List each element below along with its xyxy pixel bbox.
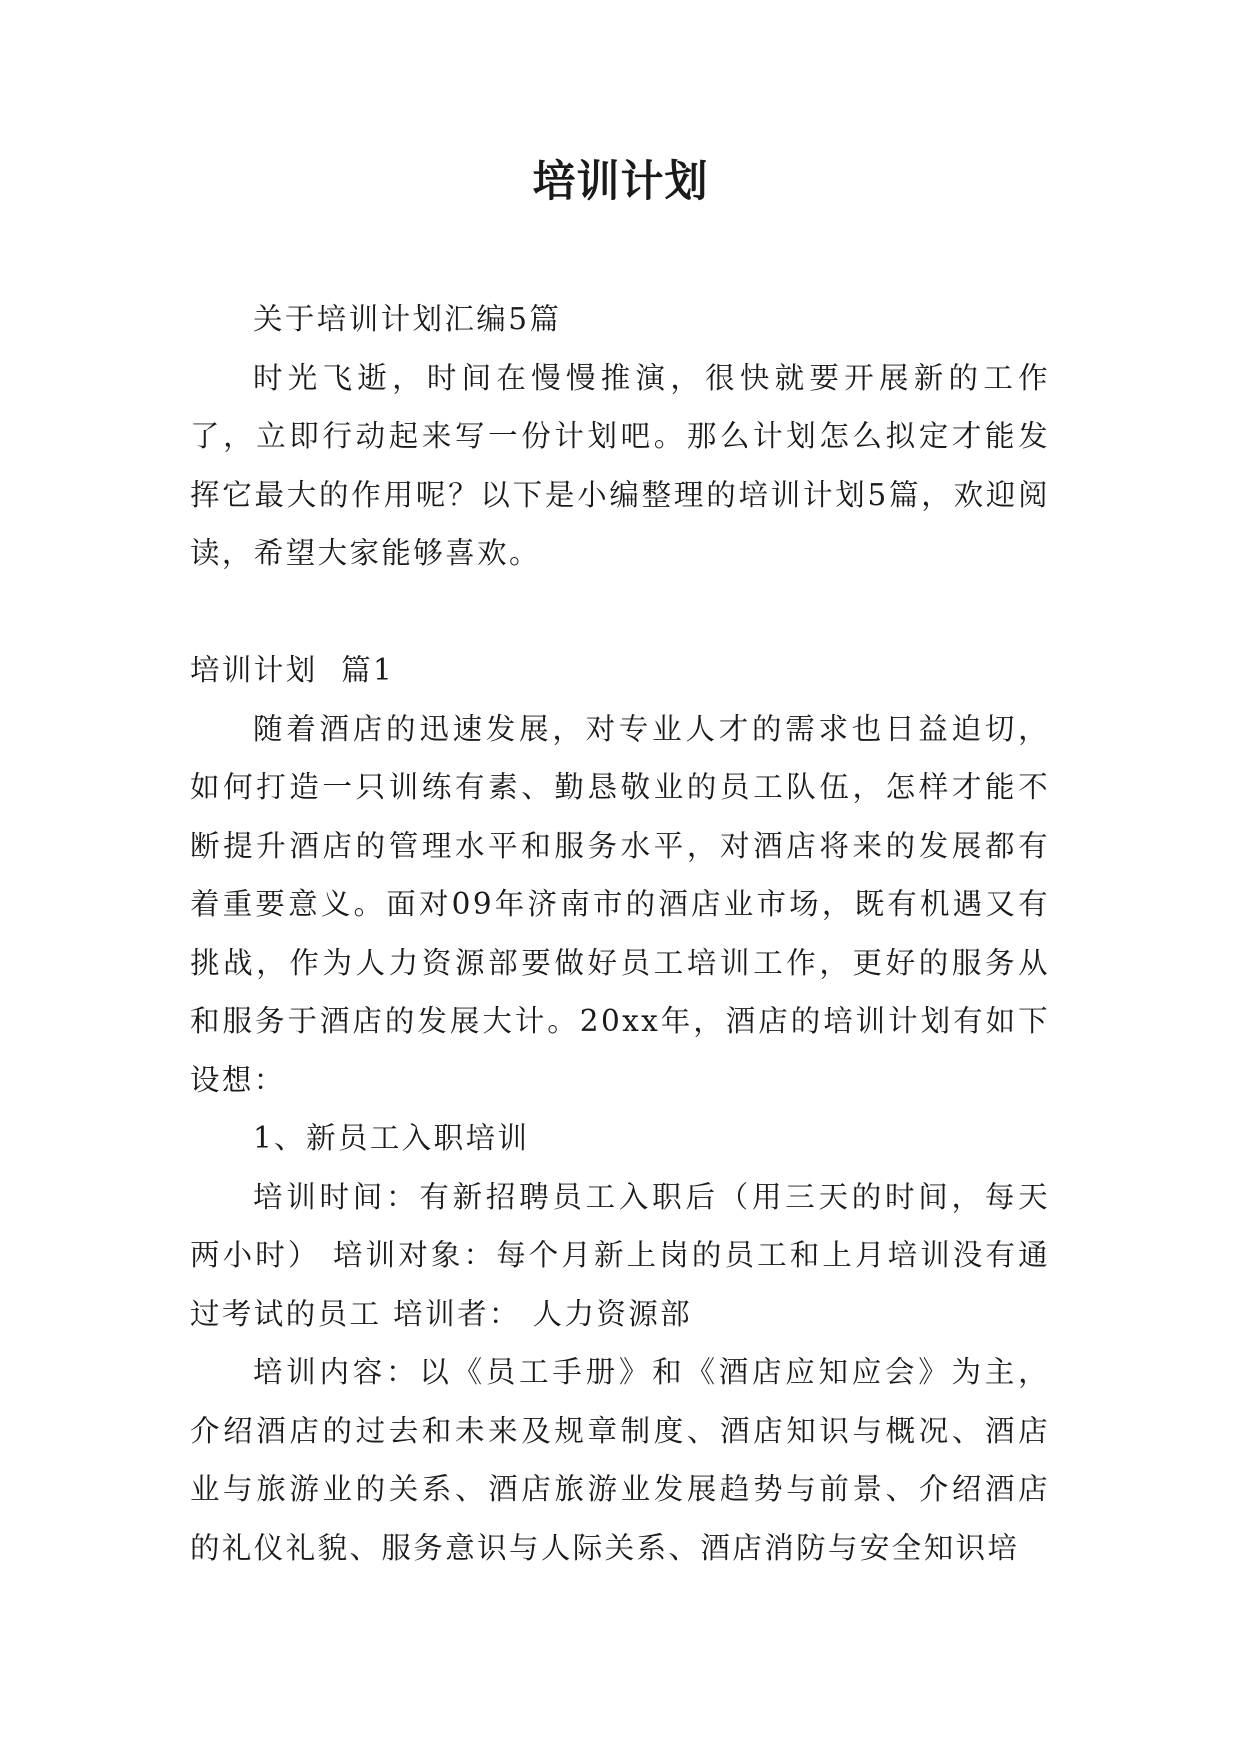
item-training-content: 培训内容：以《员工手册》和《酒店应知应会》为主，介绍酒店的过去和未来及规章制度、酒店知识与概况、酒店业与旅游业的关系、酒店旅游业发展趋势与前景、介绍酒店的礼仪礼貌、服务意识与人际关系、酒店消防与安全知识培 bbox=[190, 1355, 1050, 1565]
document-title: 培训计划 bbox=[532, 157, 709, 207]
item-training-time: 培训时间：有新招聘员工入职后（用三天的时间，每天两小时） 培训对象：每个月新上岗的员工和上月培训没有通过考试的员工 培训者： 人力资源部 bbox=[190, 1179, 1050, 1331]
document-subtitle: 关于培训计划汇编5篇 bbox=[253, 302, 562, 336]
intro-paragraph: 时光飞逝，时间在慢慢推演，很快就要开展新的工作了，立即行动起来写一份计划吧。那么计划怎么拟定才能发挥它最大的作用呢？以下是小编整理的培训计划5篇，欢迎阅读，希望大家能够喜欢。 bbox=[190, 360, 1050, 570]
section-heading: 培训计划 篇1 bbox=[190, 653, 395, 687]
paragraph-spacer bbox=[190, 583, 1050, 642]
body-paragraph-1: 随着酒店的迅速发展，对专业人才的需求也日益迫切，如何打造一只训练有素、勤恳敬业的员工队伍，怎样才能不断提升酒店的管理水平和服务水平，对酒店将来的发展都有着重要意义。面对09年济南市的酒店业市场，既有机遇又有挑战，作为人力资源部要做好员工培训工作，更好的服务从和服务于酒店的发展大计。20xx年，酒店的培训计划有如下设想： bbox=[190, 711, 1050, 1097]
item-heading-1: 1、新员工入职培训 bbox=[253, 1121, 530, 1155]
document-body bbox=[190, 290, 1050, 1577]
